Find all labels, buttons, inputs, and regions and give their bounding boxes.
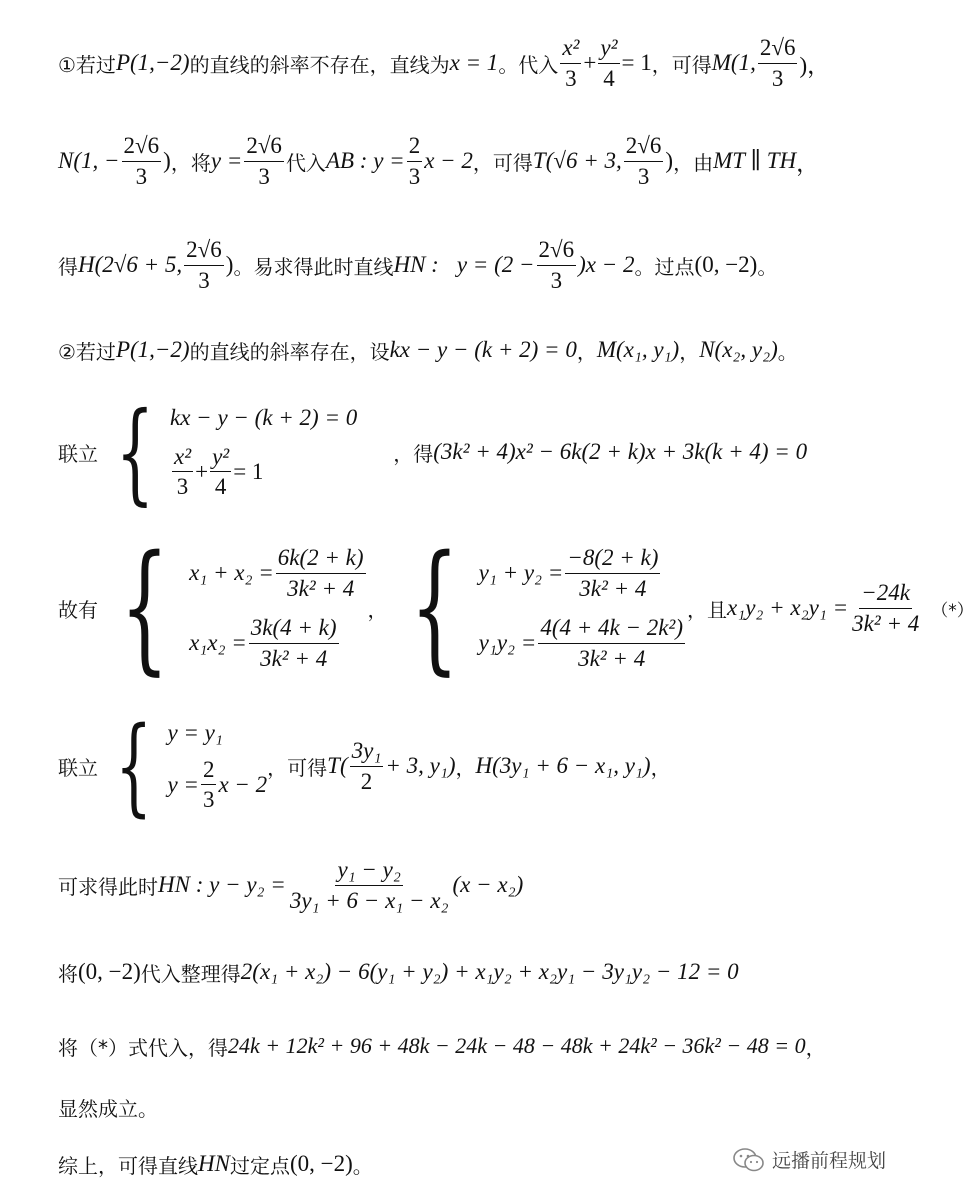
numerator: 3k(4 + k) xyxy=(249,615,339,643)
denominator: 3 xyxy=(771,65,784,91)
fraction xyxy=(565,545,660,601)
math: P(1,−2) xyxy=(115,50,190,75)
fraction xyxy=(538,615,685,671)
math: HN : y − y₂ = xyxy=(158,872,286,897)
line-12 xyxy=(58,1144,705,1184)
line-9 xyxy=(58,952,937,992)
math: N(1, − xyxy=(58,148,120,173)
fraction xyxy=(249,615,339,671)
numerator: 2√6 xyxy=(537,237,577,265)
text: ，由 xyxy=(673,150,714,175)
math: x₁x₂ = xyxy=(189,630,247,655)
math: ) xyxy=(163,148,171,173)
denominator: 3k² + 4 xyxy=(578,645,646,671)
denominator: 2 xyxy=(360,768,373,794)
text: 可求得此时 xyxy=(58,874,158,899)
fraction xyxy=(560,35,581,91)
text: 将 xyxy=(58,961,78,986)
operator: + xyxy=(195,458,209,484)
fraction xyxy=(624,133,664,189)
text: 代入整理得 xyxy=(140,961,241,986)
denominator: 3 xyxy=(565,65,577,91)
fraction xyxy=(758,35,798,91)
text: ，可得 xyxy=(267,755,328,780)
math: = 1 xyxy=(233,458,264,484)
denominator: 3 xyxy=(202,787,215,813)
wechat-icon xyxy=(732,1147,766,1173)
math: y₁y₂ = xyxy=(478,630,537,655)
text: ， xyxy=(805,1035,826,1060)
operator: + xyxy=(583,50,597,75)
text: 显然成立。 xyxy=(58,1096,158,1121)
numerator: x² xyxy=(560,35,581,63)
math: M(x₁, y₁) xyxy=(596,337,680,362)
math: M(1, xyxy=(711,50,756,75)
math: )， xyxy=(799,52,831,78)
math: ) xyxy=(665,148,674,173)
math: AB : y = xyxy=(325,148,405,173)
brace-icon: { xyxy=(115,388,155,516)
brace-icon: { xyxy=(120,526,170,689)
text: ，可得 xyxy=(472,150,533,175)
text: ，将 xyxy=(170,150,211,175)
text: 。 xyxy=(352,1153,373,1178)
math: (x − x₂) xyxy=(452,872,524,897)
denominator: 3 xyxy=(408,163,421,189)
denominator: 3k² + 4 xyxy=(579,575,647,601)
text: 综上，可得直线 xyxy=(58,1153,198,1178)
fraction xyxy=(172,444,193,500)
math: kx − y − (k + 2) = 0 xyxy=(389,337,577,362)
equation: y = y₁ xyxy=(167,719,223,745)
denominator: 3 xyxy=(176,474,189,500)
fraction xyxy=(244,133,284,189)
line-8 xyxy=(58,852,937,918)
numerator: 6k(2 + k) xyxy=(276,545,366,573)
math: x − 2 xyxy=(424,148,473,173)
math: T(√6 + 3, xyxy=(532,148,622,173)
denominator: 3 xyxy=(637,163,650,189)
denominator: 3 xyxy=(258,163,270,189)
brace-icon: { xyxy=(409,526,459,689)
text: 过定点 xyxy=(229,1153,290,1178)
text: ②若过 xyxy=(58,339,116,364)
text: ， xyxy=(367,597,388,622)
numerator: y² xyxy=(598,35,619,63)
numerator: 2√6 xyxy=(122,133,162,161)
text: ，且 xyxy=(686,597,727,622)
text: 代入 xyxy=(285,150,326,175)
text: 的直线的斜率存在，设 xyxy=(189,339,390,364)
fraction xyxy=(407,133,423,189)
numerator: 2√6 xyxy=(244,133,284,161)
math: H(3y₁ + 6 − x₁, y₁) xyxy=(475,753,651,778)
math: (0, −2) xyxy=(694,252,758,277)
math: ) xyxy=(225,252,234,277)
math: )x − 2 xyxy=(578,252,635,277)
equation-system xyxy=(390,526,687,689)
brace-icon: { xyxy=(115,704,153,827)
line-7 xyxy=(58,704,937,827)
denominator: 3 xyxy=(198,267,210,293)
numerator: −24k xyxy=(859,580,912,608)
math: x − 2 xyxy=(218,771,268,797)
vector-parallel: MT ∥ TH xyxy=(713,148,797,173)
math: x₁y₂ + x₂y₁ = xyxy=(726,595,849,620)
numerator: 4(4 + 4k − 2k²) xyxy=(538,615,685,643)
math: y = xyxy=(167,771,199,797)
denominator: 3 xyxy=(135,163,148,189)
equation-system xyxy=(100,388,358,516)
line-2 xyxy=(58,128,937,194)
numerator: 3y₁ xyxy=(350,738,384,766)
text: ①若过 xyxy=(58,52,116,77)
line-4 xyxy=(58,330,937,370)
fraction xyxy=(350,738,384,794)
fraction xyxy=(537,237,577,293)
text: ， xyxy=(796,150,820,176)
fraction xyxy=(850,580,921,636)
denominator: 3k² + 4 xyxy=(260,645,328,671)
math: N(x₂, y₂) xyxy=(699,337,778,362)
numerator: 2√6 xyxy=(184,237,224,265)
line-11 xyxy=(58,1090,937,1124)
denominator: 3k² + 4 xyxy=(852,610,920,636)
math: HN xyxy=(198,1151,230,1176)
equation: (3k² + 4)x² − 6k(2 + k)x + 3k(k + 4) = 0 xyxy=(433,439,808,464)
denominator: 3 xyxy=(550,267,563,293)
text: 得 xyxy=(58,254,78,279)
math: HN : xyxy=(393,252,439,277)
equation: 24k + 12k² + 96 + 48k − 24k − 48 − 48k + 24k² − 36k² − 48 = 0 xyxy=(228,1033,806,1058)
text: （*） xyxy=(931,600,974,621)
denominator: 4 xyxy=(603,65,615,91)
numerator: 2 xyxy=(201,757,217,785)
line-6 xyxy=(58,526,974,689)
equation: kx − y − (k + 2) = 0 xyxy=(170,404,358,430)
text: 联立 xyxy=(58,755,98,780)
math: = 1 xyxy=(621,50,652,75)
math: y₁ + y₂ = xyxy=(478,560,564,585)
line-10 xyxy=(58,1026,937,1066)
fraction xyxy=(288,857,451,913)
math: (0, −2) xyxy=(289,1151,353,1176)
line-1 xyxy=(58,30,937,96)
math: x₁ + x₂ = xyxy=(189,560,274,585)
fraction xyxy=(210,444,231,500)
denominator: 3k² + 4 xyxy=(287,575,355,601)
equation-system xyxy=(100,704,268,827)
numerator: 2√6 xyxy=(624,133,664,161)
text: ， xyxy=(576,339,597,364)
fraction xyxy=(184,237,224,293)
watermark xyxy=(732,1146,886,1173)
fraction xyxy=(598,35,619,91)
line-3 xyxy=(58,232,937,298)
text: ， xyxy=(455,755,476,780)
line-5 xyxy=(58,388,937,516)
text: 联立 xyxy=(58,441,98,466)
text: 。过点 xyxy=(634,254,695,279)
math: y = xyxy=(210,148,243,173)
text: 。代入 xyxy=(498,52,559,77)
denominator: 4 xyxy=(214,474,227,500)
math: + 3, y₁) xyxy=(385,753,456,778)
numerator: 2√6 xyxy=(758,35,798,63)
text: ，得 xyxy=(393,441,434,466)
equation-system xyxy=(100,526,368,689)
equation: 2(x₁ + x₂) − 6(y₁ + y₂) + x₁y₂ + x₂y₁ − 3y₁y₂ − 12 = 0 xyxy=(240,959,739,984)
math: y = (2 − xyxy=(456,252,535,277)
text: 。易求得此时直线 xyxy=(233,254,394,279)
math: P(1,−2) xyxy=(115,337,190,362)
denominator: 3y₁ + 6 − x₁ − x₂ xyxy=(289,887,449,913)
math: H(2√6 + 5, xyxy=(78,252,183,277)
fraction xyxy=(122,133,162,189)
numerator: −8(2 + k) xyxy=(565,545,660,573)
numerator: x² xyxy=(172,444,193,472)
numerator: 2 xyxy=(407,133,423,161)
text: 。 xyxy=(757,254,778,279)
text: ，可得 xyxy=(651,52,712,77)
text: 的直线的斜率不存在，直线为 xyxy=(189,52,450,77)
text: ， xyxy=(650,755,671,780)
numerator: y₁ − y₂ xyxy=(335,857,402,885)
fraction xyxy=(276,545,366,601)
numerator: y² xyxy=(210,444,231,472)
text: 。 xyxy=(777,339,798,364)
math: T( xyxy=(327,753,348,778)
text: ， xyxy=(679,339,700,364)
watermark-text: 远播前程规划 xyxy=(772,1150,887,1172)
text: 故有 xyxy=(58,597,98,622)
math: (0, −2) xyxy=(78,959,141,984)
math: x = 1 xyxy=(449,50,499,75)
fraction xyxy=(201,757,217,813)
text: 将（*）式代入，得 xyxy=(58,1035,228,1060)
